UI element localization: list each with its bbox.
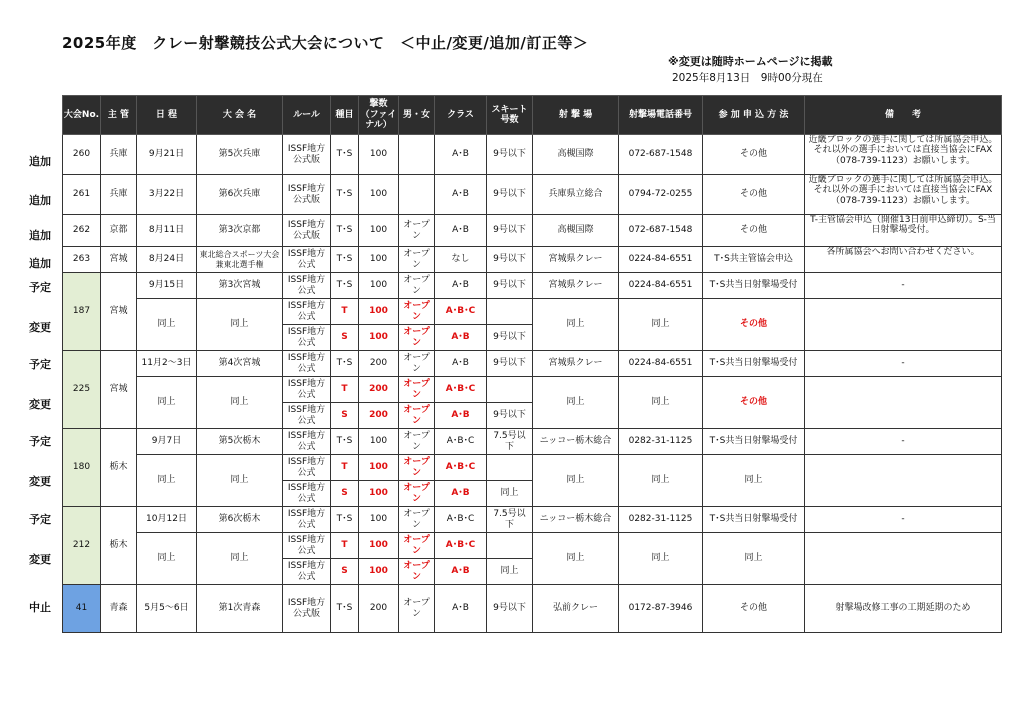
cell-host: 栃木 [101,429,137,507]
cell-skeet: 9号以下 [487,325,533,351]
cell-date: 9月15日 [137,273,197,299]
table-row [63,585,1002,633]
cell-date: 9月7日 [137,429,197,455]
cell-sex: オープン [399,403,435,429]
cell-no: 262 [63,215,101,247]
cell-remarks: - [805,507,1002,533]
cell-shots: 100 [359,507,399,533]
side-label: 追加 [29,194,51,207]
cell-sex [399,135,435,175]
cell-tel: 同上 [619,299,703,351]
cell-shots: 100 [359,481,399,507]
cell-skeet: 9号以下 [487,247,533,273]
cell-event: S [331,325,359,351]
cell-sex: オープン [399,507,435,533]
cell-shots: 200 [359,377,399,403]
col-header: 主 管 [101,96,137,135]
col-header: 備 考 [805,96,1002,135]
cell-remarks: 射撃場改修工事の工期延期のため [805,585,1002,633]
cell-rule: ISSF地方公式 [283,377,331,403]
cell-name: 第6次兵庫 [197,175,283,215]
cell-range: 宮城県クレー [533,273,619,299]
cell-rule: ISSF地方公式 [283,403,331,429]
cell-host: 兵庫 [101,135,137,175]
cell-class: A･B [435,273,487,299]
cell-date: 同上 [137,533,197,585]
cell-event: T･S [331,135,359,175]
cell-range: 弘前クレー [533,585,619,633]
cell-apply: 同上 [703,533,805,585]
cell-apply: T･S共主管協会申込 [703,247,805,273]
cell-date: 8月24日 [137,247,197,273]
cell-shots: 200 [359,351,399,377]
cell-name: 第4次宮城 [197,351,283,377]
cell-rule: ISSF地方公式 [283,455,331,481]
cell-remarks [805,455,1002,507]
side-label: 予定 [29,513,51,526]
cell-name: 同上 [197,533,283,585]
cell-apply: 同上 [703,455,805,507]
cell-name: 第5次栃木 [197,429,283,455]
cell-rule: ISSF地方公式 [283,507,331,533]
cell-shots: 100 [359,559,399,585]
cell-sex: オープン [399,559,435,585]
cell-apply: T･S共当日射撃場受付 [703,507,805,533]
cell-host: 宮城 [101,351,137,429]
cell-class: A･B [435,403,487,429]
cell-tel: 0282-31-1125 [619,507,703,533]
cell-name: 東北総合スポーツ大会兼東北選手権 [197,247,283,273]
cell-event: T [331,299,359,325]
cell-name: 同上 [197,455,283,507]
cell-event: T･S [331,215,359,247]
table-row [63,507,1002,533]
cell-skeet [487,533,533,559]
table-row [63,377,1002,403]
cell-date: 5月5～6日 [137,585,197,633]
cell-rule: ISSF地方公式 [283,533,331,559]
cell-sex: オープン [399,273,435,299]
cell-remarks: 近畿ブロックの選手に関しては所属協会申込。それ以外の選手においては直接当協会にFAX（078-739-1123）お願いします。 [805,175,1002,215]
cell-no: 261 [63,175,101,215]
cell-no: 260 [63,135,101,175]
cell-skeet: 9号以下 [487,403,533,429]
cell-skeet: 9号以下 [487,585,533,633]
cell-name: 第3次京都 [197,215,283,247]
col-header: 参 加 申 込 方 法 [703,96,805,135]
cell-sex: オープン [399,481,435,507]
cell-date: 10月12日 [137,507,197,533]
cell-event: T [331,377,359,403]
cell-remarks [805,299,1002,351]
cell-no: 225 [63,351,101,429]
cell-date: 同上 [137,377,197,429]
cell-shots: 200 [359,585,399,633]
side-label: 追加 [29,229,51,242]
cell-shots: 100 [359,135,399,175]
cell-event: T [331,455,359,481]
side-label: 変更 [29,398,51,411]
cell-class: A･B･C [435,299,487,325]
cell-apply: その他 [703,175,805,215]
cell-date: 8月11日 [137,215,197,247]
cell-event: T･S [331,273,359,299]
cell-class: なし [435,247,487,273]
cell-event: T [331,533,359,559]
col-header: 男・女 [399,96,435,135]
cell-class: A･B･C [435,507,487,533]
cell-no: 263 [63,247,101,273]
cell-host: 京都 [101,215,137,247]
cell-apply: T･S共当日射撃場受付 [703,273,805,299]
cell-tel: 同上 [619,377,703,429]
cell-shots: 100 [359,273,399,299]
side-label: 予定 [29,281,51,294]
cell-remarks: T-主管協会申込（開催13日前申込締切）。S-当日射撃場受付。 [805,215,1002,247]
cell-class: A･B･C [435,533,487,559]
cell-shots: 100 [359,325,399,351]
cell-tel: 0282-31-1125 [619,429,703,455]
cell-class: A･B･C [435,429,487,455]
cell-date: 同上 [137,455,197,507]
cell-skeet [487,299,533,325]
cell-sex: オープン [399,585,435,633]
cell-rule: ISSF地方公式 [283,429,331,455]
cell-no: 212 [63,507,101,585]
cell-skeet: 9号以下 [487,175,533,215]
cell-skeet: 9号以下 [487,215,533,247]
cell-rule: ISSF地方公式版 [283,215,331,247]
header-row [63,96,1002,135]
col-header: 撃数 （ファイナル） [359,96,399,135]
cell-class: A･B [435,175,487,215]
cell-no: 41 [63,585,101,633]
cell-remarks [805,377,1002,429]
cell-rule: ISSF地方公式版 [283,585,331,633]
col-header: 大 会 名 [197,96,283,135]
cell-rule: ISSF地方公式 [283,559,331,585]
cell-sex [399,175,435,215]
cell-tel: 0224-84-6551 [619,351,703,377]
cell-remarks: - [805,429,1002,455]
cell-sex: オープン [399,455,435,481]
col-header: ルール [283,96,331,135]
cell-class: A･B [435,585,487,633]
col-header: 日 程 [137,96,197,135]
cell-host: 兵庫 [101,175,137,215]
table-row [63,299,1002,325]
col-header: 射 撃 場 [533,96,619,135]
cell-date: 3月22日 [137,175,197,215]
side-label: 予定 [29,358,51,371]
cell-range: 宮城県クレー [533,247,619,273]
cell-sex: オープン [399,215,435,247]
col-header: クラス [435,96,487,135]
cell-skeet: 7.5号以下 [487,429,533,455]
page-title: 2025年度 クレー射撃競技公式大会について ＜中止/変更/追加/訂正等＞ [62,34,589,52]
cell-rule: ISSF地方公式 [283,325,331,351]
cell-tel: 0794-72-0255 [619,175,703,215]
cell-remarks: - [805,351,1002,377]
cell-rule: ISSF地方公式 [283,481,331,507]
side-label: 追加 [29,155,51,168]
cell-remarks: 各所属協会へお問い合わせください。 [805,247,1002,273]
cell-class: A･B [435,215,487,247]
cell-apply: その他 [703,585,805,633]
cell-name: 第6次栃木 [197,507,283,533]
cell-tel: 同上 [619,533,703,585]
cell-class: A･B [435,325,487,351]
cell-apply: T･S共当日射撃場受付 [703,351,805,377]
cell-range: ニッコー栃木総合 [533,429,619,455]
cell-skeet [487,455,533,481]
cell-sex: オープン [399,377,435,403]
side-label: 変更 [29,475,51,488]
cell-tel: 072-687-1548 [619,135,703,175]
cell-remarks: - [805,273,1002,299]
cell-range: 同上 [533,377,619,429]
cell-shots: 100 [359,455,399,481]
cell-shots: 100 [359,533,399,559]
cell-skeet: 9号以下 [487,351,533,377]
cell-skeet: 9号以下 [487,273,533,299]
cell-shots: 100 [359,247,399,273]
cell-sex: オープン [399,429,435,455]
cell-remarks [805,533,1002,585]
cell-tel: 0172-87-3946 [619,585,703,633]
cell-rule: ISSF地方公式 [283,299,331,325]
table-row [63,215,1002,247]
cell-class: A･B･C [435,377,487,403]
cell-no: 187 [63,273,101,351]
cell-class: A･B [435,481,487,507]
side-label: 追加 [29,257,51,270]
cell-name: 同上 [197,299,283,351]
table-row [63,455,1002,481]
cell-rule: ISSF地方公式版 [283,175,331,215]
cell-date: 9月21日 [137,135,197,175]
table-row [63,351,1002,377]
cell-shots: 100 [359,175,399,215]
cell-host: 宮城 [101,247,137,273]
cell-range: 同上 [533,533,619,585]
cell-class: A･B [435,559,487,585]
cell-name: 第3次宮城 [197,273,283,299]
tournament-table [62,95,1002,633]
cell-host: 宮城 [101,273,137,351]
cell-skeet: 9号以下 [487,135,533,175]
col-header: 射撃場電話番号 [619,96,703,135]
cell-range: 高槻国際 [533,135,619,175]
cell-sex: オープン [399,247,435,273]
update-note: ※変更は随時ホームページに掲載 [668,55,833,68]
cell-tel: 同上 [619,455,703,507]
cell-skeet: 7.5号以下 [487,507,533,533]
cell-sex: オープン [399,351,435,377]
table-row [63,247,1002,273]
cell-name: 同上 [197,377,283,429]
cell-class: A･B･C [435,455,487,481]
cell-shots: 100 [359,215,399,247]
cell-apply: その他 [703,299,805,351]
as-of-date: 2025年8月13日 9時00分現在 [672,72,823,84]
cell-event: T･S [331,247,359,273]
cell-shots: 200 [359,403,399,429]
col-header: スキート 号数 [487,96,533,135]
cell-sex: オープン [399,299,435,325]
cell-range: 兵庫県立総合 [533,175,619,215]
table-row [63,429,1002,455]
cell-apply: その他 [703,377,805,429]
cell-class: A･B [435,135,487,175]
cell-no: 180 [63,429,101,507]
cell-shots: 100 [359,299,399,325]
cell-event: T･S [331,429,359,455]
cell-skeet: 同上 [487,559,533,585]
cell-rule: ISSF地方公式 [283,247,331,273]
table-row [63,533,1002,559]
cell-tel: 0224-84-6551 [619,273,703,299]
cell-apply: その他 [703,135,805,175]
cell-event: T･S [331,175,359,215]
col-header: 種目 [331,96,359,135]
cell-range: 宮城県クレー [533,351,619,377]
cell-date: 11月2～3日 [137,351,197,377]
cell-tel: 072-687-1548 [619,215,703,247]
cell-skeet: 同上 [487,481,533,507]
cell-range: ニッコー栃木総合 [533,507,619,533]
cell-range: 同上 [533,299,619,351]
cell-event: S [331,403,359,429]
cell-apply: T･S共当日射撃場受付 [703,429,805,455]
cell-host: 栃木 [101,507,137,585]
side-label: 変更 [29,553,51,566]
table-row [63,135,1002,175]
cell-event: T･S [331,585,359,633]
cell-shots: 100 [359,429,399,455]
cell-tel: 0224-84-6551 [619,247,703,273]
cell-remarks: 近畿ブロックの選手に関しては所属協会申込。それ以外の選手においては直接当協会にFAX（078-739-1123）お願いします。 [805,135,1002,175]
cell-class: A･B [435,351,487,377]
cell-event: S [331,481,359,507]
cell-range: 高槻国際 [533,215,619,247]
cell-event: T･S [331,507,359,533]
cell-range: 同上 [533,455,619,507]
col-header: 大会No. [63,96,101,135]
side-label: 変更 [29,321,51,334]
cell-event: S [331,559,359,585]
cell-apply: その他 [703,215,805,247]
cell-skeet [487,377,533,403]
cell-rule: ISSF地方公式版 [283,135,331,175]
cell-name: 第1次青森 [197,585,283,633]
cell-name: 第5次兵庫 [197,135,283,175]
table-row [63,175,1002,215]
cell-rule: ISSF地方公式 [283,351,331,377]
cell-sex: オープン [399,325,435,351]
table-row [63,273,1002,299]
cell-date: 同上 [137,299,197,351]
side-label: 中止 [29,601,51,614]
cell-host: 青森 [101,585,137,633]
side-label: 予定 [29,435,51,448]
cell-sex: オープン [399,533,435,559]
cell-rule: ISSF地方公式 [283,273,331,299]
cell-event: T･S [331,351,359,377]
